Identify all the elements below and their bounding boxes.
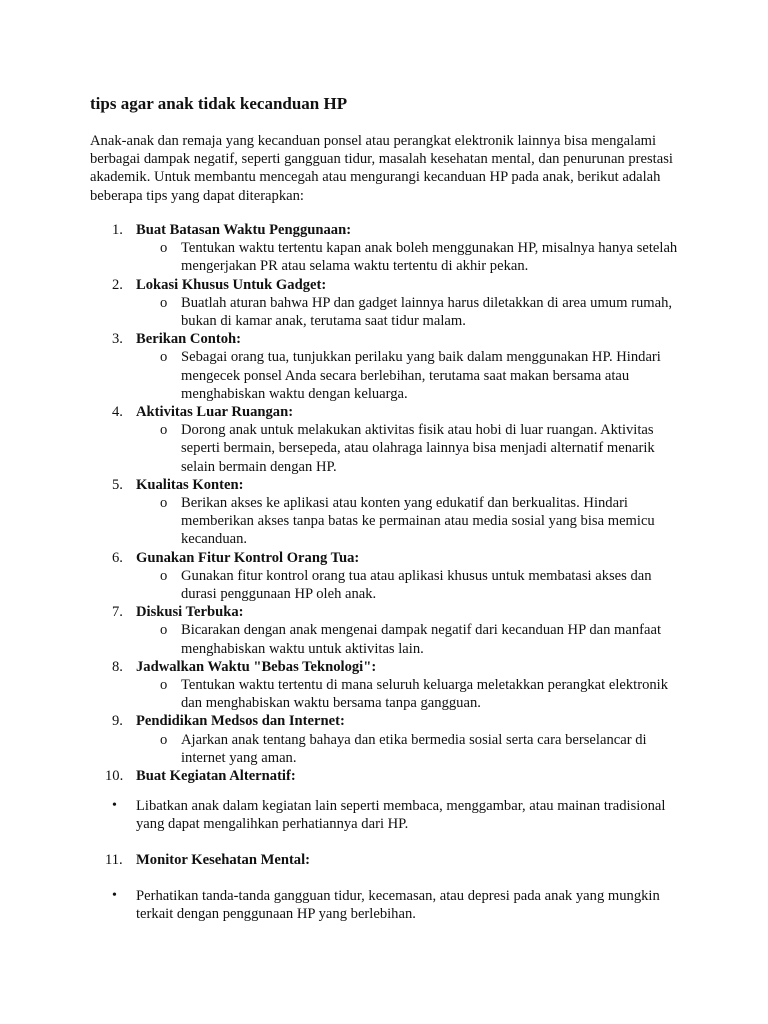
tip-item: [0, 403, 768, 476]
tip-detail: Ajarkan anak tentang bahaya dan etika bermedia sosial serta cara berselancar di internet yang aman.: [181, 731, 647, 766]
tip-title: Buat Batasan Waktu Penggunaan:: [136, 222, 352, 238]
intro-paragraph: Anak-anak dan remaja yang kecanduan ponsel atau perangkat elektronik lainnya bisa mengalami berbagai dampak negatif, seperti gangguan tidur, masalah kesehatan mental, dan penurunan prestasi akademik. Untuk membantu mencegah atau mengurangi kecanduan HP pada anak, berikut adalah beberapa tips yang dapat diterapkan:: [90, 133, 673, 204]
sub-bullet-icon: o: [160, 294, 168, 311]
tip-detail-item: [0, 676, 681, 712]
tip-number: 6.: [112, 549, 123, 566]
tip-item: [0, 330, 768, 403]
tip-number: 3.: [112, 331, 123, 348]
tip-detail-item: [0, 731, 681, 767]
tip-title: Gunakan Fitur Kontrol Orang Tua:: [136, 549, 360, 566]
tip-detail-item: [0, 621, 681, 657]
tip-item: [0, 476, 768, 549]
tip-title: Berikan Contoh:: [136, 331, 242, 348]
tip-number: 8.: [112, 658, 123, 675]
sub-bullet-icon: o: [160, 676, 168, 693]
tip-item: [0, 712, 768, 767]
tip-item: [0, 658, 768, 713]
tip-number: 2.: [112, 276, 123, 293]
tip-detail: Tentukan waktu tertentu kapan anak boleh menggunakan HP, misalnya hanya setelah mengerjakan PR atau selama waktu tertentu di akhir pekan.: [181, 240, 678, 275]
tip-item: [0, 603, 768, 658]
tip-item: [0, 851, 768, 869]
tip-detail: Buatlah aturan bahwa HP dan gadget lainnya harus diletakkan di area umum rumah, bukan di kamar anak, terutama saat tidur malam.: [181, 294, 673, 329]
tip-title: Lokasi Khusus Untuk Gadget:: [136, 276, 327, 293]
sub-bullet-icon: o: [160, 494, 168, 511]
tip-title: Aktivitas Luar Ruangan:: [136, 403, 294, 420]
tip-detail: Sebagai orang tua, tunjukkan perilaku yang baik dalam menggunakan HP. Hindari mengecek ponsel Anda secara berlebihan, terutama saat makan bersama atau menghabiskan waktu dengan keluarga.: [181, 349, 661, 402]
tip-title: Buat Kegiatan Alternatif:: [136, 767, 296, 784]
tip-title: Pendidikan Medsos dan Internet:: [136, 713, 345, 730]
tip-detail: Tentukan waktu tertentu di mana seluruh keluarga meletakkan perangkat elektronik dan menghabiskan waktu bersama tanpa gangguan.: [181, 676, 669, 712]
tip-detail-item: [0, 239, 681, 275]
tip-title: Diskusi Terbuka:: [136, 604, 244, 621]
tip-number: 1.: [112, 222, 123, 238]
tip-item: [0, 767, 768, 785]
bullet-text: Perhatikan tanda-tanda gangguan tidur, kecemasan, atau depresi pada anak yang mungkin terkait dengan penggunaan HP yang berlebihan.: [136, 888, 660, 923]
tip-number: 9.: [112, 713, 123, 730]
tips-list: [0, 221, 768, 785]
tip-detail: Berikan akses ke aplikasi atau konten yang edukatif dan berkualitas. Hindari memberikan akses tanpa batas ke permainan atau media sosial yang bisa memicu kecanduan.: [181, 494, 655, 548]
sub-bullet-icon: o: [160, 240, 168, 257]
bullet-icon: •: [112, 888, 117, 903]
sub-bullet-icon: o: [160, 567, 168, 584]
sub-bullet-icon: o: [160, 349, 168, 366]
tip-detail-item: [0, 567, 681, 603]
tip-detail: Dorong anak untuk melakukan aktivitas fisik atau hobi di luar ruangan. Aktivitas seperti bermain, bersepeda, atau olahraga lainnya bisa menjadi alternatif menarik selain bermain dengan HP.: [181, 422, 655, 475]
tip-detail-item: [0, 348, 681, 403]
sub-bullet-icon: o: [160, 731, 168, 748]
tip-detail-item: [0, 294, 681, 330]
sub-bullet-icon: o: [160, 622, 168, 639]
document-title: tips agar anak tidak kecanduan HP: [90, 94, 348, 113]
tip-title: Jadwalkan Waktu "Bebas Teknologi":: [136, 658, 377, 675]
tip-detail: Gunakan fitur kontrol orang tua atau aplikasi khusus untuk membatasi akses dan durasi penggunaan HP oleh anak.: [181, 567, 652, 602]
tip-item: [0, 221, 768, 276]
tip-number: 4.: [112, 403, 123, 420]
tip-item: [0, 276, 768, 331]
bullet-icon: •: [112, 798, 117, 813]
tip-item: [0, 549, 768, 604]
tip-number: 11.: [105, 852, 123, 868]
tip-detail-item: [0, 421, 681, 476]
bullet-text: Libatkan anak dalam kegiatan lain seperti membaca, menggambar, atau mainan tradisional yang dapat mengalihkan perhatiannya dari HP.: [136, 798, 666, 833]
tip-number: 10.: [105, 767, 124, 784]
tip-number: 7.: [112, 604, 123, 621]
sub-bullet-icon: o: [160, 422, 168, 439]
tip-number: 5.: [112, 476, 123, 493]
tip-title: Monitor Kesehatan Mental:: [136, 852, 311, 868]
tip-title: Kualitas Konten:: [136, 476, 244, 493]
tip-detail: Bicarakan dengan anak mengenai dampak negatif dari kecanduan HP dan manfaat menghabiskan waktu untuk aktivitas lain.: [181, 622, 662, 657]
tip-detail-item: [0, 494, 681, 549]
